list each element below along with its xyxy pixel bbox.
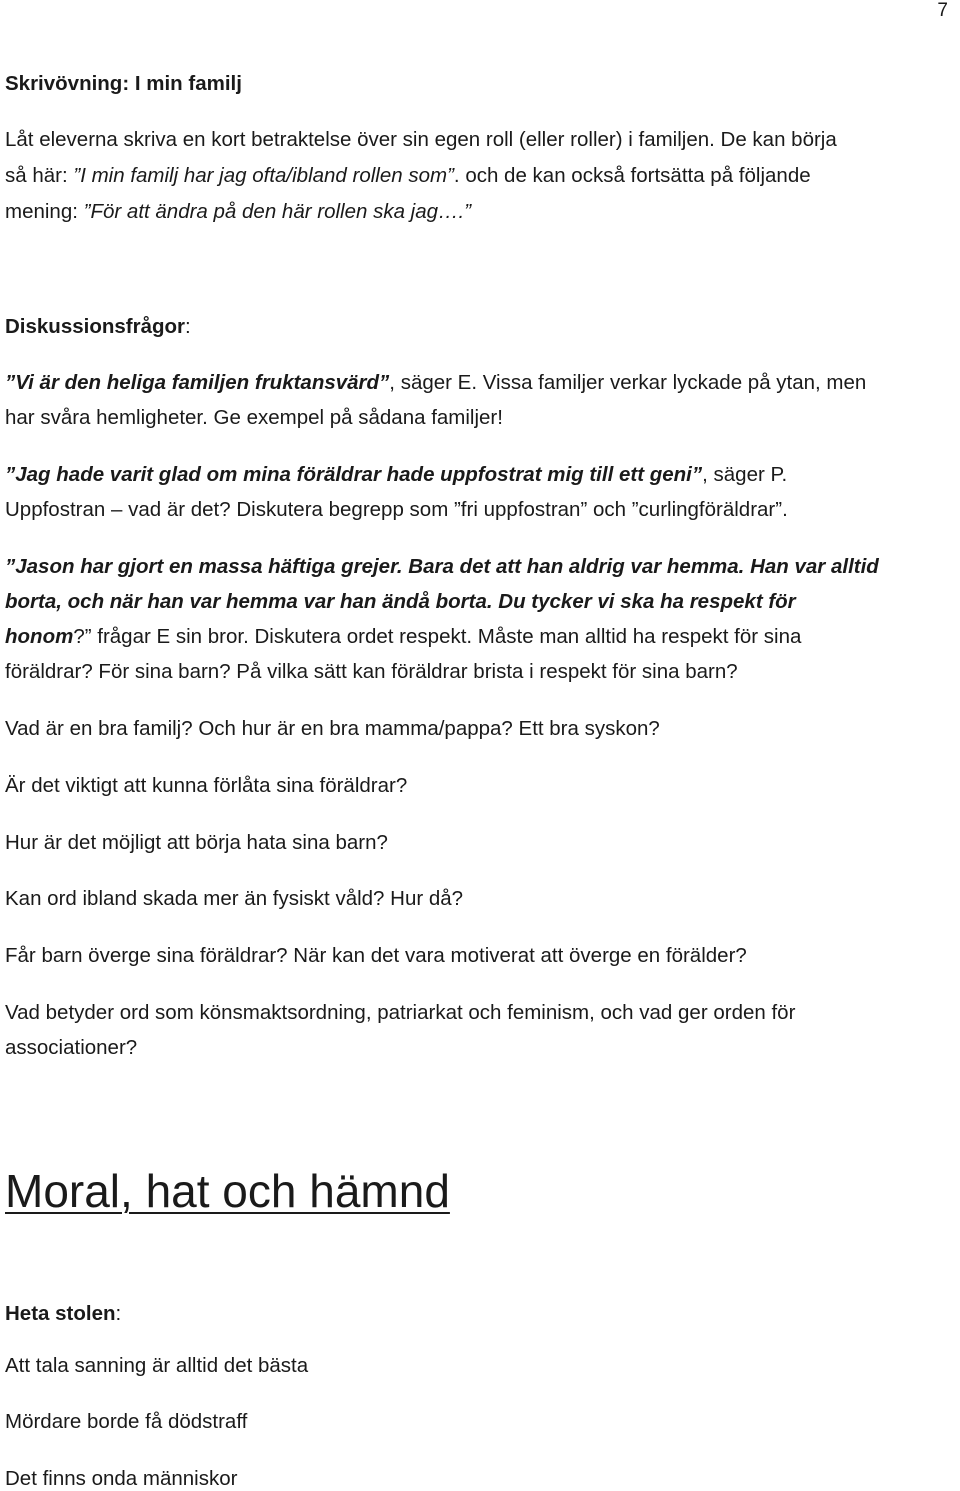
section-title: Moral, hat och hämnd xyxy=(5,1165,450,1217)
discussion-q2-line1 xyxy=(5,465,787,486)
text-fragment: , säger P. xyxy=(702,463,788,486)
discussion-q5: Är det viktigt att kunna förlåta sina föräldrar? xyxy=(5,774,408,797)
writing-exercise-text-3 xyxy=(5,202,471,223)
quote-fragment: honom xyxy=(5,625,74,648)
quote-fragment: ”I min familj har jag ofta/ibland rollen som” xyxy=(73,164,454,187)
text-fragment: . och de kan också fortsätta på följande xyxy=(453,164,811,187)
heading-colon: : xyxy=(115,1302,122,1325)
discussion-q7: Kan ord ibland skada mer än fysiskt våld? Hur då? xyxy=(5,887,464,910)
discussion-q2-line2: Uppfostran – vad är det? Diskutera begrepp som ”fri uppfostran” och ”curlingföräldrar”. xyxy=(5,498,788,521)
text-fragment: , säger E. Vissa familjer verkar lyckade på ytan, men xyxy=(389,371,867,394)
discussion-q3-line4: föräldrar? För sina barn? På vilka sätt kan föräldrar brista i respekt för sina barn? xyxy=(5,660,738,683)
writing-exercise-text-2 xyxy=(5,166,811,187)
discussion-q9-line1: Vad betyder ord som könsmaktsordning, patriarkat och feminism, och vad ger orden för xyxy=(5,1001,796,1024)
discussion-q3-line3 xyxy=(5,627,801,648)
discussion-q4: Vad är en bra familj? Och hur är en bra mamma/pappa? Ett bra syskon? xyxy=(5,717,660,740)
discussion-q6: Hur är det möjligt att börja hata sina barn? xyxy=(5,831,388,854)
text-fragment: så här: xyxy=(5,164,74,187)
discussion-q8: Får barn överge sina föräldrar? När kan det vara motiverat att överge en förälder? xyxy=(5,944,747,967)
hot-seat-heading xyxy=(5,1304,121,1325)
heading-text: Heta stolen xyxy=(5,1302,116,1325)
discussion-q3-line1: ”Jason har gjort en massa häftiga grejer. Bara det att han aldrig var hemma. Han var alltid xyxy=(5,555,879,578)
quote-fragment: ”För att ändra på den här rollen ska jag….” xyxy=(83,200,472,223)
page-number: 7 xyxy=(937,0,948,21)
writing-exercise-text-1: Låt eleverna skriva en kort betraktelse över sin egen roll (eller roller) i familjen. De kan börja xyxy=(5,128,837,151)
quote-fragment: ”Vi är den heliga familjen fruktansvärd” xyxy=(5,371,390,394)
quote-fragment: ”Jag hade varit glad om mina föräldrar hade uppfostrat mig till ett geni” xyxy=(5,463,703,486)
discussion-q9-line2: associationer? xyxy=(5,1036,138,1059)
heading-colon: : xyxy=(185,315,191,338)
hot-seat-item: Det finns onda människor xyxy=(5,1467,238,1490)
discussion-heading xyxy=(5,317,191,338)
writing-exercise-heading: Skrivövning: I min familj xyxy=(5,72,242,95)
discussion-q1-line2: har svåra hemligheter. Ge exempel på sådana familjer! xyxy=(5,406,503,429)
discussion-q1-line1 xyxy=(5,373,866,394)
discussion-q3-line2: borta, och när han var hemma var han ändå borta. Du tycker vi ska ha respekt för xyxy=(5,590,796,613)
heading-text: Diskussionsfrågor xyxy=(5,315,185,338)
hot-seat-item: Mördare borde få dödstraff xyxy=(5,1410,248,1433)
text-fragment: ?” frågar E sin bror. Diskutera ordet respekt. Måste man alltid ha respekt för sina xyxy=(73,625,802,648)
text-fragment: mening: xyxy=(5,200,84,223)
hot-seat-item: Att tala sanning är alltid det bästa xyxy=(5,1354,309,1377)
